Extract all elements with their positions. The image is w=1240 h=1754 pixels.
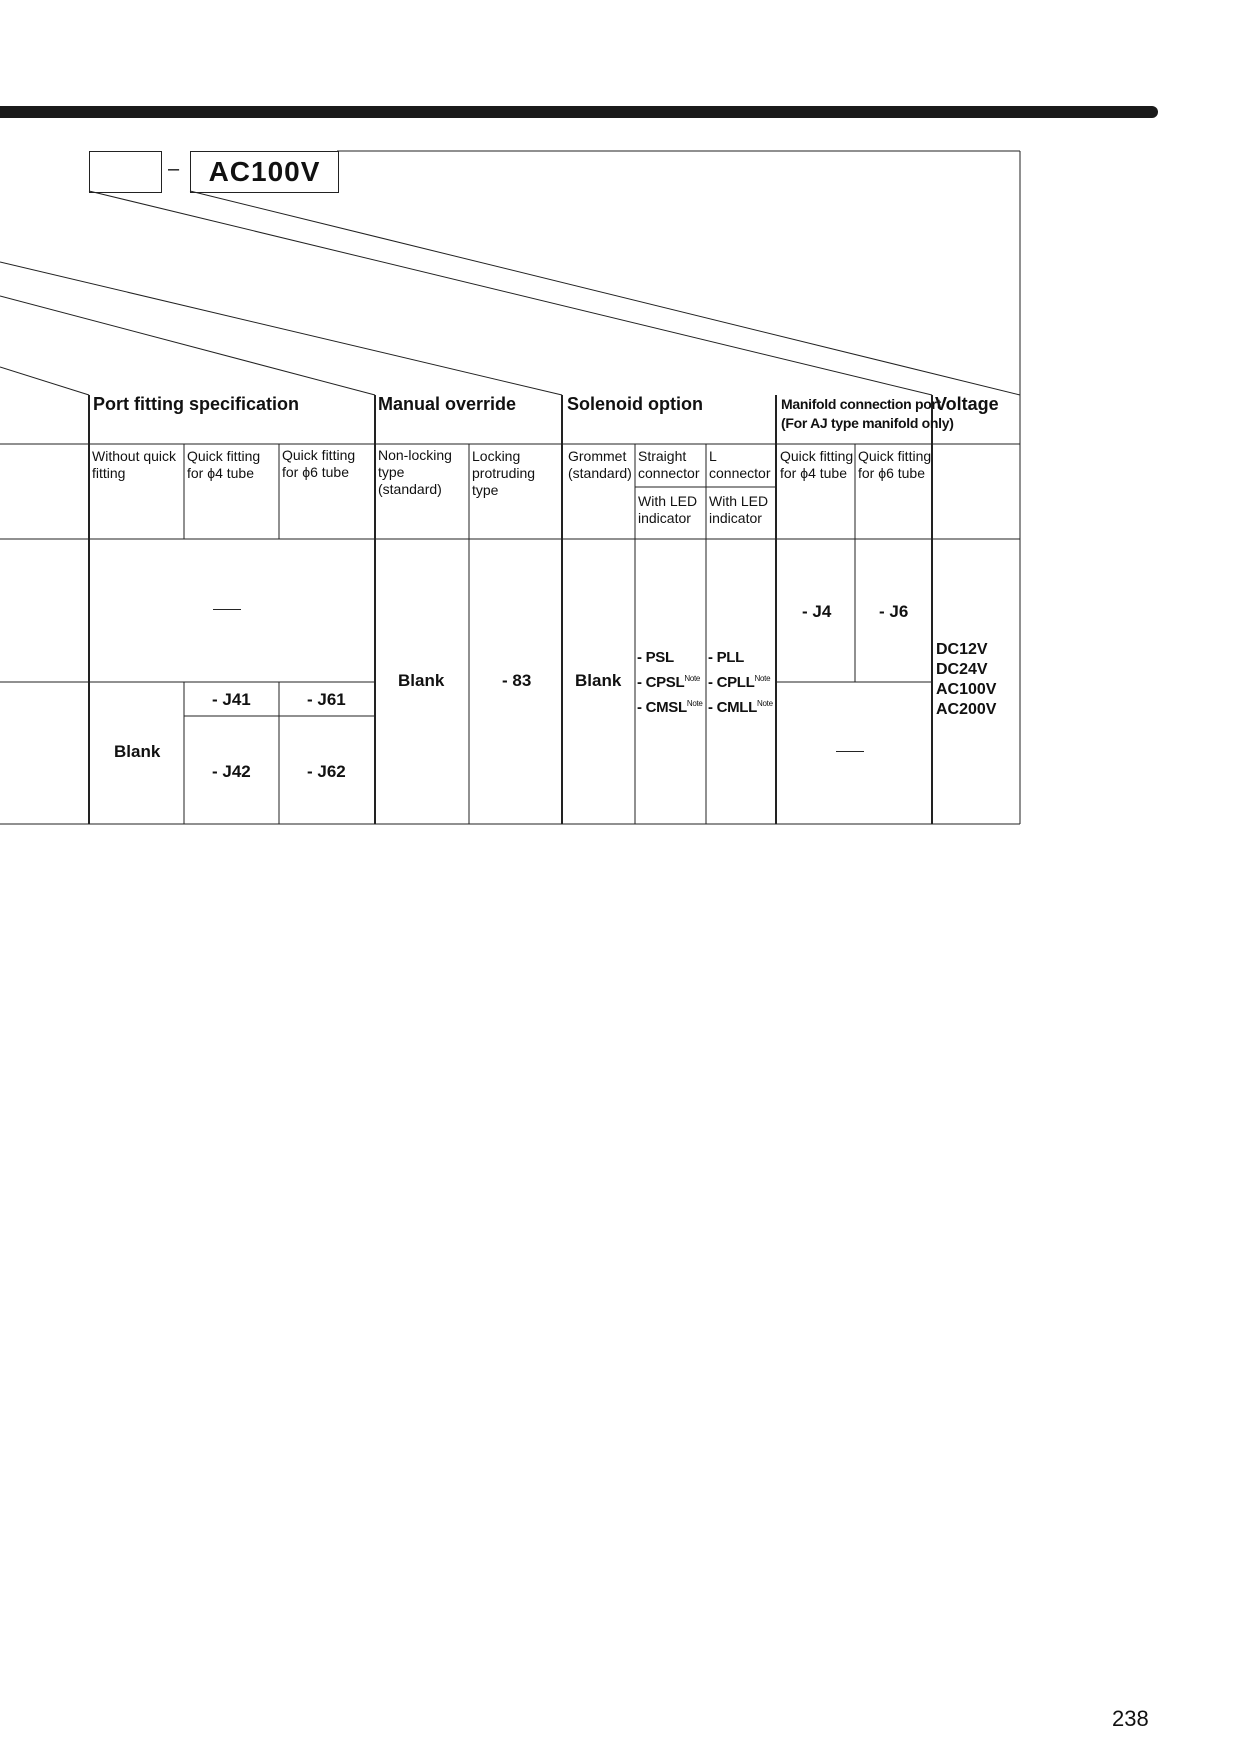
voltage-item: DC12V (936, 641, 988, 658)
code-psl: - PSL (637, 649, 674, 666)
note-mark: Note (754, 674, 771, 683)
subheader-line: Non-locking (378, 447, 452, 463)
voltage-code-box: AC100V (190, 151, 339, 193)
code-j41: - J41 (212, 690, 251, 709)
subheader-line: connector (709, 465, 771, 481)
code-cpll: - CPLL (708, 674, 755, 691)
subheader-l-connector (709, 448, 770, 482)
override-blank: Blank (398, 671, 445, 690)
port-blank: Blank (114, 742, 161, 761)
header-manifold-port-line1: Manifold connection port (781, 396, 942, 412)
code-j62: - J62 (307, 762, 346, 781)
subheader-line: Quick fitting (282, 447, 356, 463)
subheader-without-quick-fitting (92, 448, 176, 482)
subheader-line: L (709, 448, 717, 464)
subheader-manifold-qf4 (780, 448, 853, 482)
subheader-line: type (472, 482, 499, 498)
subheader-line: for ϕ4 tube (780, 465, 847, 481)
subheader-line: Quick fitting (858, 448, 932, 464)
subheader-line: fitting (92, 465, 126, 481)
subheader-quick-fitting-6 (282, 447, 355, 481)
code-j4: - J4 (802, 602, 832, 621)
subheader-line: Without quick (92, 448, 177, 464)
voltage-list (936, 640, 996, 720)
code-cpsl: - CPSL (637, 674, 685, 691)
subheader-line: (standard) (378, 481, 442, 497)
model-dash: – (168, 158, 180, 180)
subheader-grommet (568, 448, 632, 482)
voltage-item: DC24V (936, 661, 988, 678)
header-solenoid-option: Solenoid option (567, 394, 703, 414)
code-cpsl-row (637, 668, 703, 693)
subheader-line: for ϕ6 tube (858, 465, 925, 481)
subheader-line: With LED (709, 493, 769, 509)
header-manifold-port-line2: (For AJ type manifold only) (781, 415, 954, 431)
subheader-line: type (378, 464, 405, 480)
l-connector-codes (708, 647, 773, 718)
subheader-line: protruding (472, 465, 536, 481)
code-cmll-row (708, 693, 773, 718)
voltage-item: AC200V (936, 701, 997, 718)
subheader-quick-fitting-4 (187, 448, 260, 482)
port-row1-dash: —— (213, 600, 241, 616)
subheader-line: Straight (638, 448, 687, 464)
code-cmsl-row (637, 693, 703, 718)
code-pll: - PLL (708, 649, 744, 666)
code-cmll: - CMLL (708, 699, 758, 716)
subheader-line: Quick fitting (187, 448, 261, 464)
subheader-line: for ϕ6 tube (282, 464, 349, 480)
note-mark: Note (686, 699, 703, 708)
subheader-line: (standard) (568, 465, 632, 481)
header-port-fitting: Port fitting specification (93, 394, 300, 414)
solenoid-blank: Blank (575, 671, 622, 690)
page-number: 238 (1112, 1706, 1149, 1731)
manifold-row2-dash: —— (836, 742, 864, 758)
subheader-line: connector (638, 465, 700, 481)
subheader-line: Locking (472, 448, 521, 464)
code-j42: - J42 (212, 762, 251, 781)
subheader-led-l (709, 493, 768, 527)
subheader-line: With LED (638, 493, 698, 509)
subheader-straight-connector (638, 448, 699, 482)
header-manual-override: Manual override (378, 394, 517, 414)
code-83: - 83 (502, 671, 532, 690)
voltage-item: AC100V (936, 681, 997, 698)
code-j61: - J61 (307, 690, 346, 709)
subheader-line: Grommet (568, 448, 627, 464)
note-mark: Note (757, 699, 773, 708)
code-j6: - J6 (879, 602, 909, 621)
subheader-line: for ϕ4 tube (187, 465, 254, 481)
subheader-line: Quick fitting (780, 448, 854, 464)
subheader-line: indicator (638, 510, 691, 526)
subheader-manifold-qf6 (858, 448, 931, 482)
straight-codes (637, 647, 703, 718)
code-cpll-row (708, 668, 773, 693)
subheader-locking-protruding (472, 448, 535, 499)
subheader-line: indicator (709, 510, 762, 526)
header-manifold-port (781, 395, 954, 433)
subheader-led-straight (638, 493, 697, 527)
code-cmsl: - CMSL (637, 699, 687, 716)
note-mark: Note (684, 674, 701, 683)
header-voltage: Voltage (935, 394, 999, 414)
subheader-non-locking (378, 447, 452, 498)
